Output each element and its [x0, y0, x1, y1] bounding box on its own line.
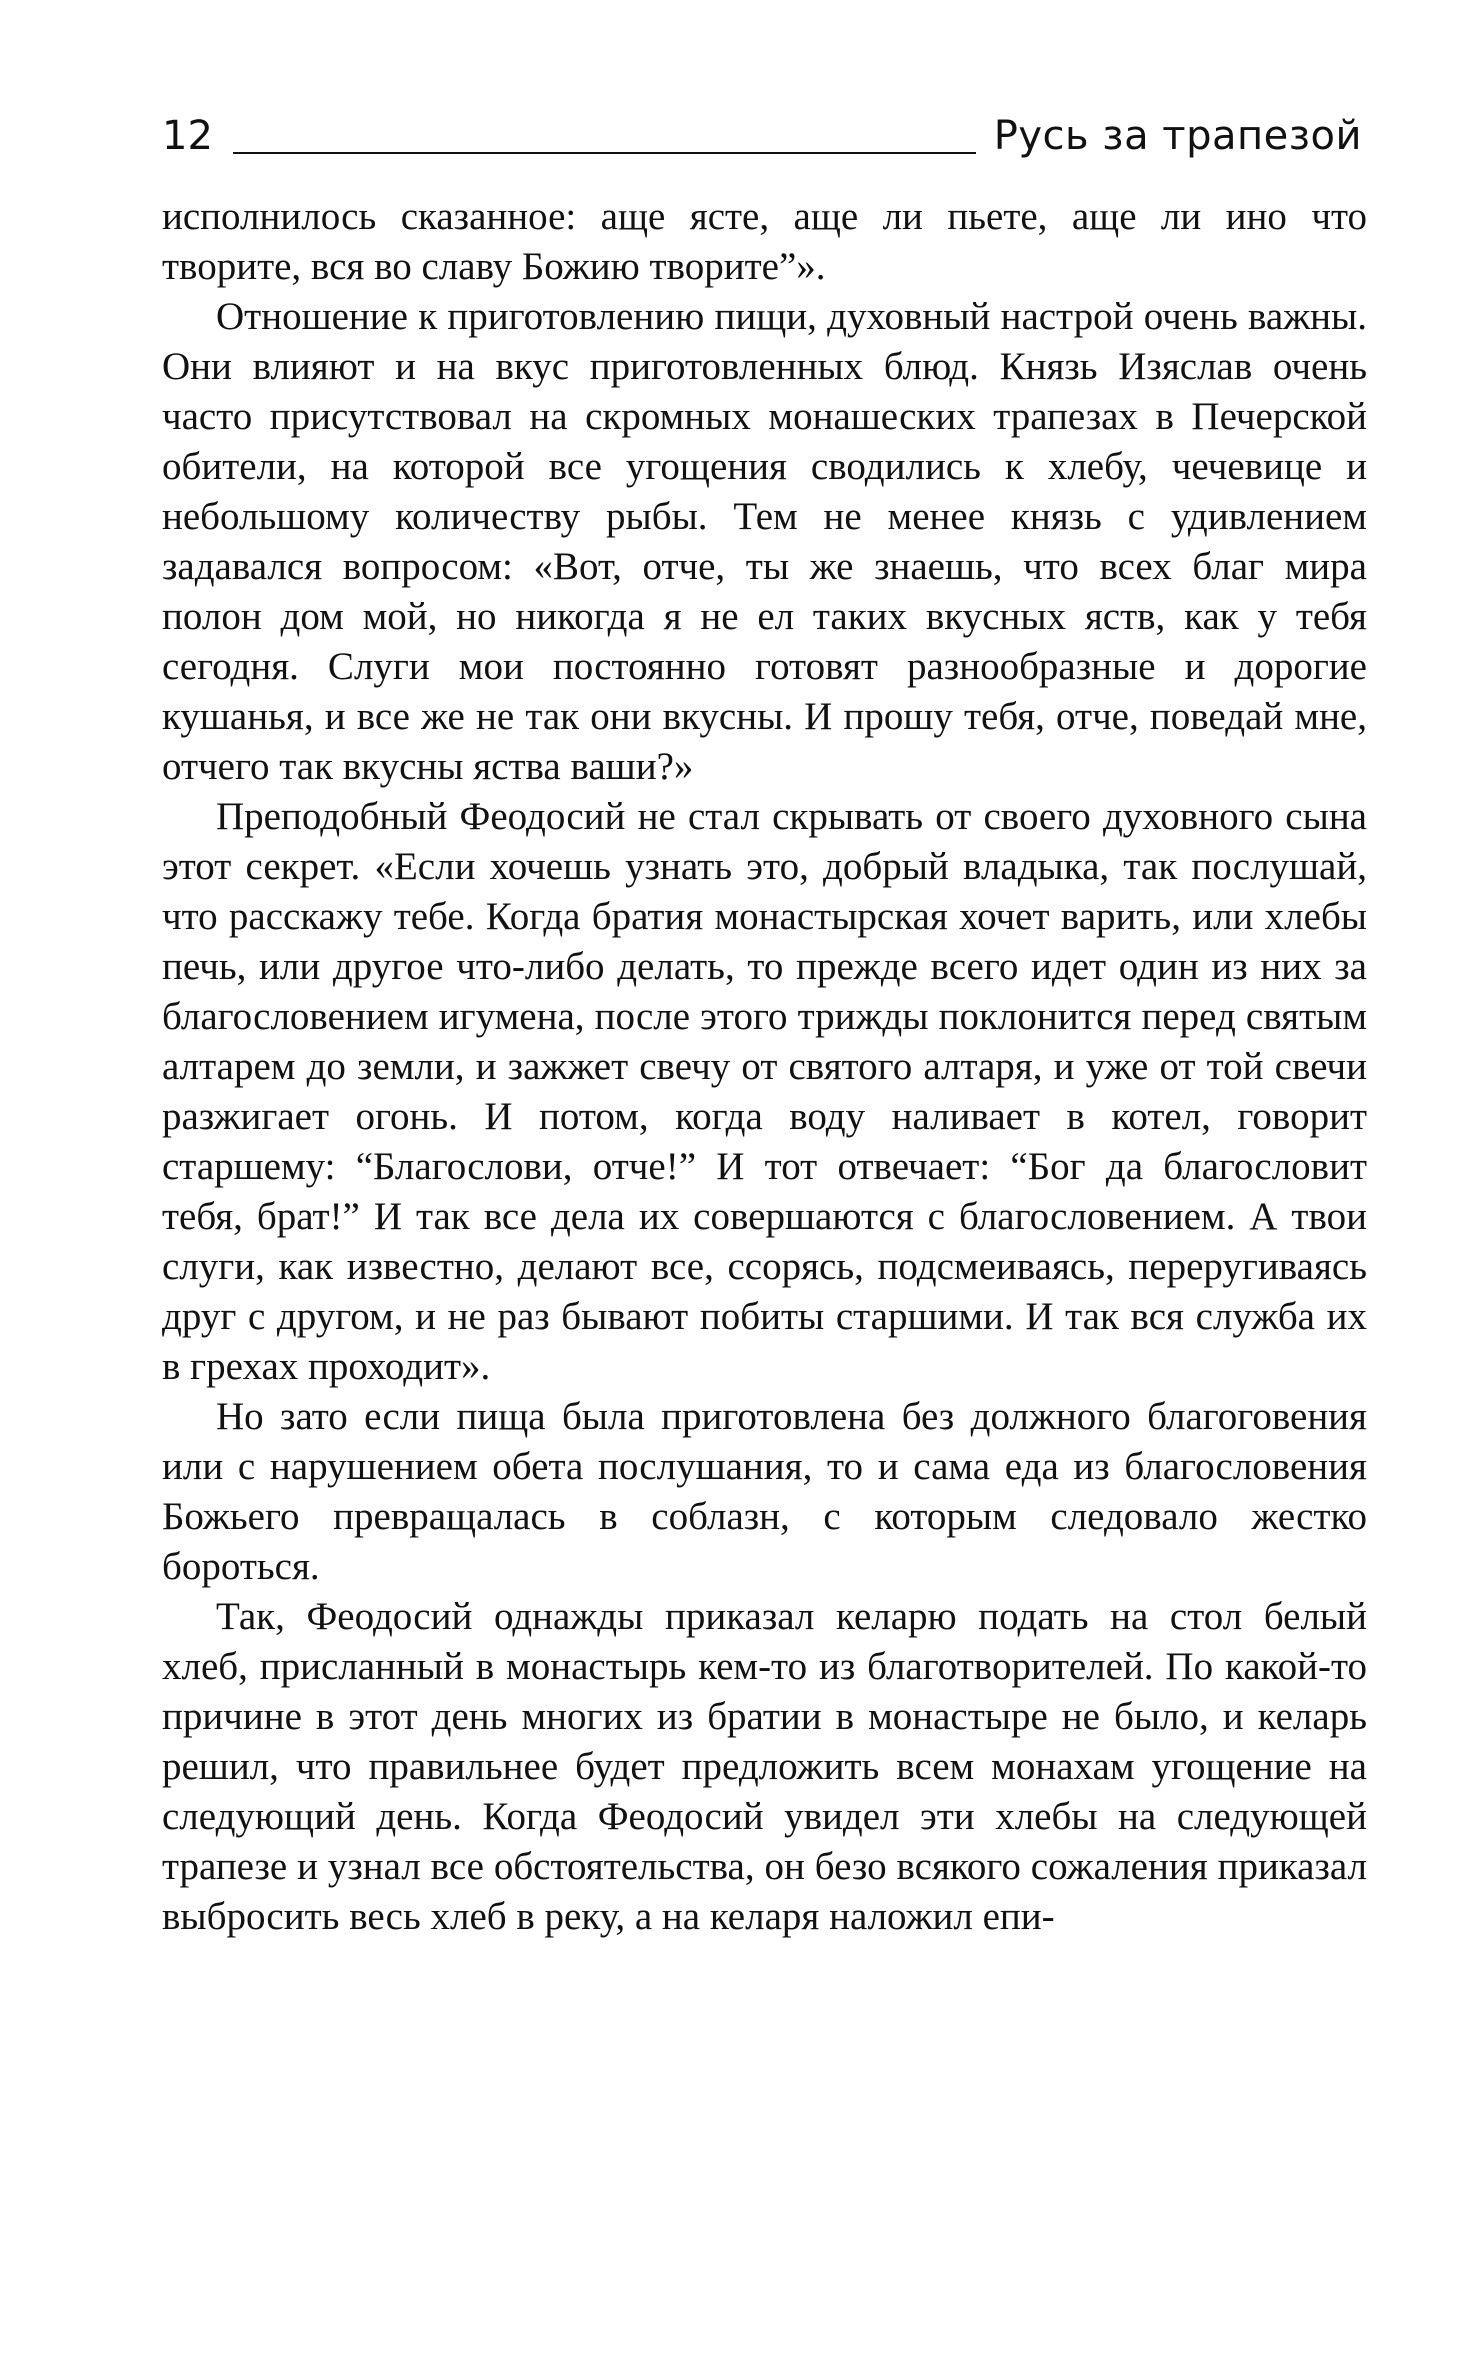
body-text — [162, 192, 1367, 1942]
paragraph-temptation: Но зато если пища была приготовлена без должного благоговения или с нарушением обета послушания, то и сама еда из благословения Божьего превращалась в соблазн, с которым следовало жестко бороться. — [162, 1395, 1367, 1588]
paragraph-white-bread: Так, Феодосий однажды приказал келарю подать на стол белый хлеб, присланный в монастырь кем-то из благотворителей. По какой-то причине в этот день многих из братии в монастыре не было, и келарь решил, что правильнее будет предложить всем монахам угощение на следующий день. Когда Феодосий увидел эти хлебы на следующей трапезе и узнал все обстоятельства, он безо всякого сожаления приказал выбросить весь хлеб в реку, а на келаря наложил епи- — [162, 1595, 1367, 1938]
paragraph-continuation: исполнилось сказанное: аще ясте, аще ли пьете, аще ли ино что творите, вся во славу Божию творите”». — [162, 195, 1367, 288]
paragraph-izyaslav: Отношение к приготовлению пищи, духовный настрой очень важны. Они влияют и на вкус приготовленных блюд. Князь Изяслав очень часто присутствовал на скромных монашеских трапезах в Печерской обители, на которой все угощения сводились к хлебу, чечевице и небольшому количеству рыбы. Тем не менее князь с удивлением задавался вопросом: «Вот, отче, ты же знаешь, что всех благ мира полон дом мой, но никогда я не ел таких вкусных яств, как у тебя сегодня. Слуги мои постоянно готовят разнообразные и дорогие кушанья, и все же не так они вкусны. И прошу тебя, отче, поведай мне, отчего так вкусны яства ваши?» — [162, 295, 1367, 788]
header-rule — [233, 152, 976, 154]
paragraph-feodosiy-secret: Преподобный Феодосий не стал скрывать от своего духовного сына этот секрет. «Если хочешь узнать это, добрый владыка, так послушай, что расскажу тебе. Когда братия монастырская хочет варить, или хлебы печь, или другое что-либо делать, то прежде всего идет один из них за благословением игумена, после этого трижды поклонится перед святым алтарем до земли, и зажжет свечу от святого алтаря, и уже от той свечи разжигает огонь. И потом, когда воду наливает в котел, говорит старшему: “Благослови, отче!” И тот отвечает: “Бог да благословит тебя, брат!” И так все дела их совершаются с благословением. А твои слуги, как известно, делают все, ссорясь, подсмеиваясь, переругиваясь друг с другом, и не раз бывают побиты старшими. И так вся служба их в грехах проходит». — [162, 795, 1367, 1388]
page-number: 12 — [162, 113, 213, 159]
running-head — [162, 100, 1362, 160]
running-title: Русь за трапезой — [993, 113, 1362, 159]
